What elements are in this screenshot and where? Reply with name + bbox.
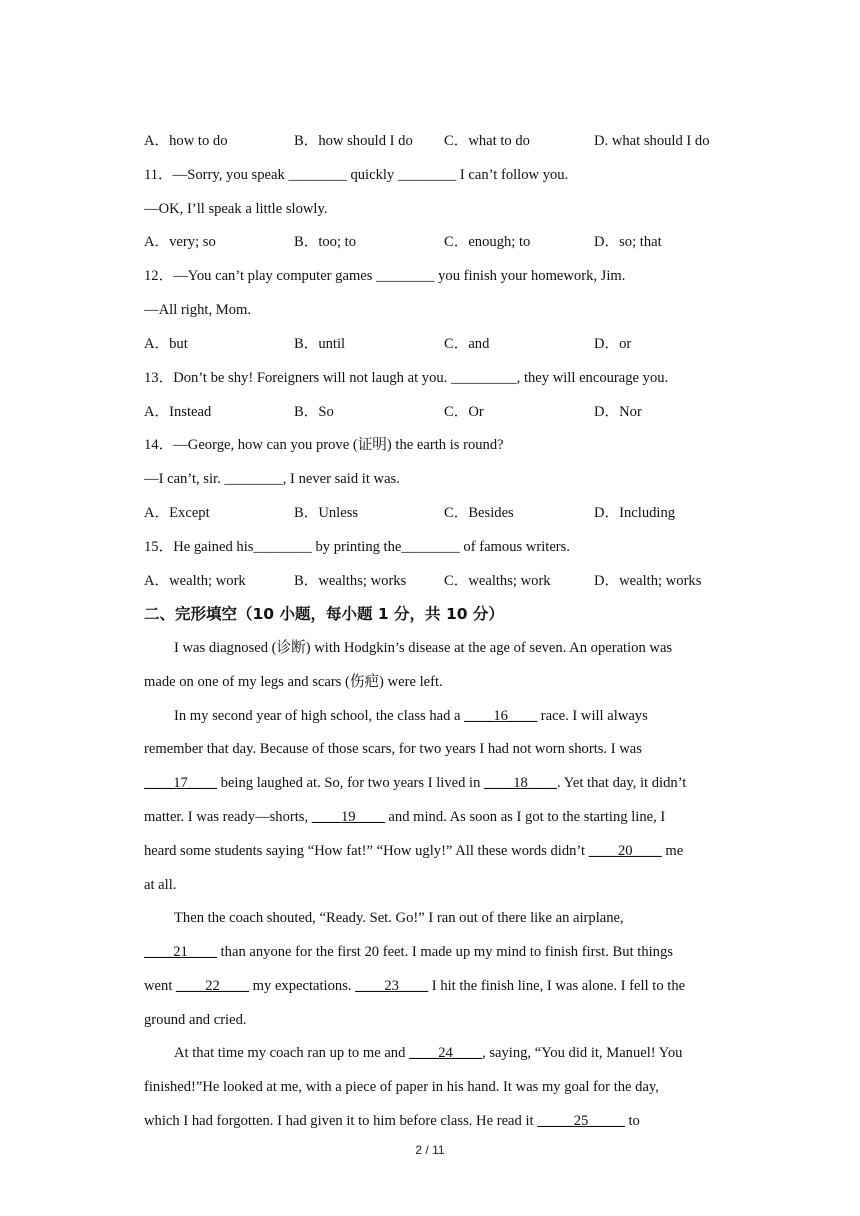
q13-option-d: D．Nor: [594, 404, 642, 420]
passage-text: being laughed at. So, for two years I lived in: [216, 775, 485, 791]
blank-18[interactable]: ____18____: [484, 775, 558, 791]
blank-22[interactable]: ____22____: [176, 978, 249, 994]
q15-stem: 15．He gained his________ by printing the________ of famous writers.: [144, 539, 570, 555]
q10-option-d: D. what should I do: [594, 133, 710, 149]
passage-text: , saying, “You did it, Manuel! You: [482, 1045, 683, 1061]
passage-line: at all.: [144, 877, 177, 893]
passage-line: ground and cried.: [144, 1012, 247, 1028]
q12-options: [144, 335, 744, 353]
q13-option-c: C．Or: [444, 404, 484, 420]
blank-21[interactable]: ____21____: [144, 944, 217, 960]
q13-option-b: B．So: [294, 404, 334, 420]
q15-option-b: B．wealths; works: [294, 573, 407, 589]
passage-text: to: [624, 1113, 640, 1129]
blank-17[interactable]: ____17____: [144, 775, 217, 791]
q10-option-c: C．what to do: [444, 133, 530, 149]
passage-line: remember that day. Because of those scars, for two years I had not worn shorts. I was: [144, 741, 642, 757]
blank-25[interactable]: _____25_____: [537, 1113, 625, 1129]
passage-text: than anyone for the first 20 feet. I made up my mind to finish first. But things: [216, 944, 673, 960]
q11-options: [144, 233, 744, 251]
q10-option-a: A．how to do: [144, 133, 228, 149]
q11-reply: —OK, I’ll speak a little slowly.: [144, 201, 328, 217]
page-number: 2 / 11: [415, 1143, 445, 1157]
passage-text: my expectations.: [249, 978, 356, 994]
q14-options: [144, 504, 744, 522]
q15-options: [144, 572, 744, 590]
q14-option-a: A．Except: [144, 505, 210, 521]
q12-option-c: C．and: [444, 336, 490, 352]
q11-stem: 11．—Sorry, you speak ________ quickly ________ I can’t follow you.: [144, 167, 569, 183]
q10-option-b: B．how should I do: [294, 133, 413, 149]
passage-text: and mind. As soon as I got to the starting line, I: [384, 809, 666, 825]
q13-option-a: A．Instead: [144, 404, 212, 420]
q14-option-b: B．Unless: [294, 505, 359, 521]
section-heading: 二、完形填空（10 小题，每小题 1 分，共 10 分）: [144, 605, 504, 623]
q11-option-d: D．so; that: [594, 234, 662, 250]
passage-line: Then the coach shouted, “Ready. Set. Go!” I ran out of there like an airplane,: [174, 910, 624, 926]
q12-option-a: A．but: [144, 336, 188, 352]
q15-option-a: A．wealth; work: [144, 573, 246, 589]
passage-line: finished!”He looked at me, with a piece of paper in his hand. It was my goal for the day,: [144, 1079, 659, 1095]
passage-line: [144, 842, 712, 860]
passage-line: [144, 943, 712, 961]
passage-text: In my second year of high school, the class had a: [174, 708, 465, 724]
passage-line: [144, 977, 712, 995]
q14-stem: 14．—George, how can you prove (证明) the earth is round?: [144, 437, 504, 453]
passage-line: [144, 1112, 712, 1130]
q12-option-b: B．until: [294, 336, 346, 352]
passage-text: I hit the finish line, I was alone. I fell to the: [428, 978, 686, 994]
blank-20[interactable]: ____20____: [588, 843, 662, 859]
q13-options: [144, 403, 744, 421]
passage-line: [144, 1044, 742, 1062]
q14-option-d: D．Including: [594, 505, 676, 521]
passage-line: made on one of my legs and scars (伤疤) were left.: [144, 674, 443, 690]
passage-text: heard some students saying “How fat!” “How ugly!” All these words didn’t: [144, 843, 589, 859]
passage-text: me: [661, 843, 684, 859]
q10-options: [144, 132, 744, 150]
blank-23[interactable]: ____23____: [355, 978, 429, 994]
passage-text: race. I will always: [537, 708, 648, 724]
q11-option-b: B．too; to: [294, 234, 357, 250]
q15-option-c: C．wealths; work: [444, 573, 551, 589]
q14-option-c: C．Besides: [444, 505, 514, 521]
blank-19[interactable]: ____19____: [311, 809, 385, 825]
passage-line: I was diagnosed (诊断) with Hodgkin’s disease at the age of seven. An operation was: [174, 640, 673, 656]
q14-reply: —I can’t, sir. ________, I never said it was.: [144, 471, 400, 487]
passage-text: matter. I was ready—shorts,: [144, 809, 312, 825]
blank-16[interactable]: ____16____: [464, 708, 538, 724]
passage-text: which I had forgotten. I had given it to him before class. He read it: [144, 1113, 538, 1129]
blank-24[interactable]: ____24____: [409, 1045, 483, 1061]
q11-option-a: A．very; so: [144, 234, 216, 250]
passage-line: [144, 774, 712, 792]
q13-stem: 13．Don’t be shy! Foreigners will not laugh at you. _________, they will encourage you.: [144, 370, 669, 386]
passage-line: [144, 808, 712, 826]
q12-reply: —All right, Mom.: [144, 302, 252, 318]
passage-text: . Yet that day, it didn’t: [557, 775, 687, 791]
passage-text: At that time my coach ran up to me and: [174, 1045, 410, 1061]
passage-line: [144, 707, 742, 725]
q12-stem: 12．—You can’t play computer games ________ you finish your homework, Jim.: [144, 268, 626, 284]
q15-option-d: D．wealth; works: [594, 573, 702, 589]
q12-option-d: D．or: [594, 336, 632, 352]
passage-text: went: [144, 978, 177, 994]
q11-option-c: C．enough; to: [444, 234, 531, 250]
